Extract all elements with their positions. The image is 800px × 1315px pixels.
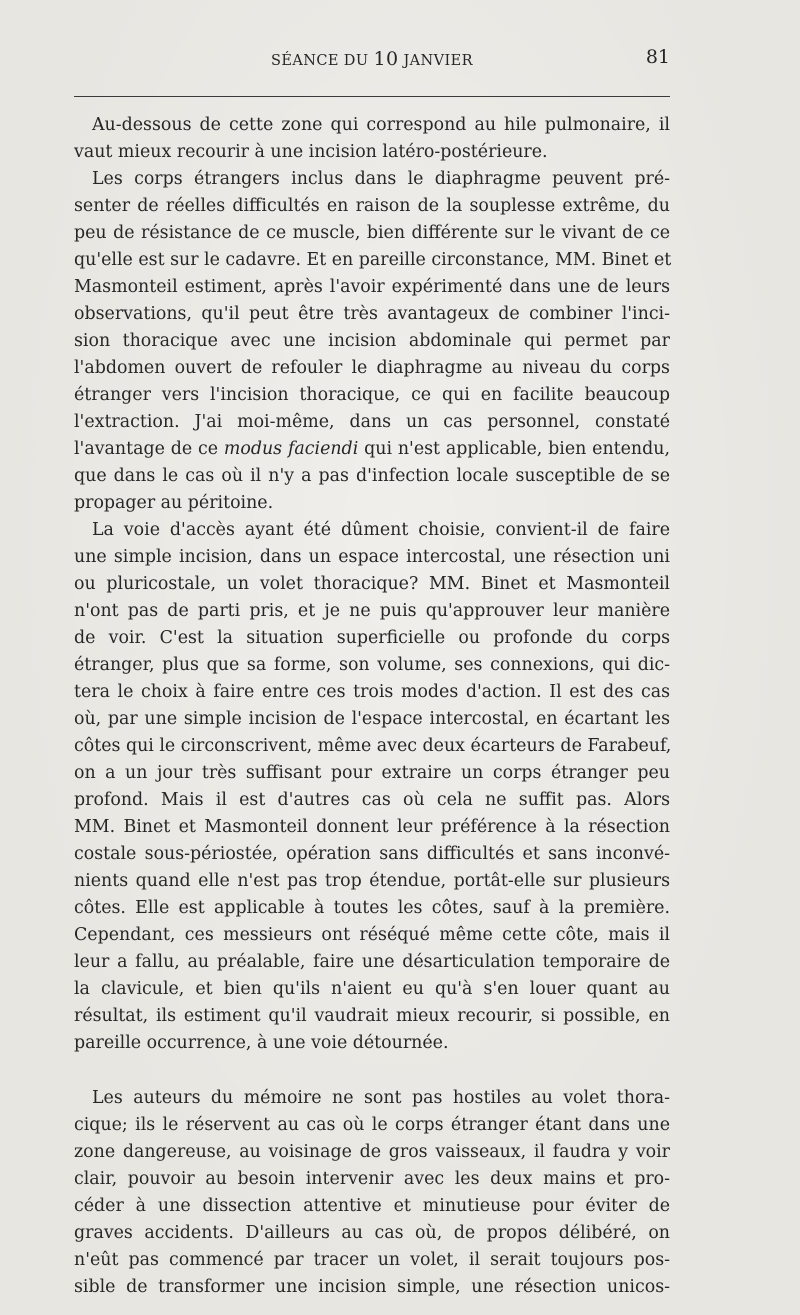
text-line: vaut mieux recourir à une incision latéro-postérieure.	[74, 142, 548, 162]
text-line: nients quand elle n'est pas trop étendue, portât-elle sur plusieurs	[74, 871, 670, 891]
text-line: Au-dessous de cette zone qui correspond au hile pulmonaire, il	[92, 115, 670, 135]
text-line: clair, pouvoir au besoin intervenir avec les deux mains et pro-	[74, 1169, 670, 1189]
text-line: ou pluricostale, un volet thoracique? MM. Binet et Masmonteil	[74, 574, 670, 594]
text-segment: qui n'est applicable, bien entendu,	[358, 439, 670, 459]
paragraph	[74, 166, 670, 517]
text-line: cique; ils le réservent au cas où le corps étranger étant dans une	[74, 1115, 670, 1135]
text-line: l'abdomen ouvert de refouler le diaphragme au niveau du corps	[74, 358, 670, 378]
text-line: une simple incision, dans un espace intercostal, une résection uni	[74, 547, 670, 567]
body-text	[74, 112, 670, 1301]
text-line: qu'elle est sur le cadavre. Et en pareille circonstance, MM. Binet et	[74, 250, 672, 270]
text-line: sion thoracique avec une incision abdominale qui permet par	[74, 331, 670, 351]
text-line	[74, 436, 670, 463]
text-line: MM. Binet et Masmonteil donnent leur préférence à la résection	[74, 817, 670, 837]
text-line: Les corps étrangers inclus dans le diaphragme peuvent pré-	[92, 169, 670, 189]
text-line: que dans le cas où il n'y a pas d'infection locale susceptible de se	[74, 466, 670, 486]
header-rule	[74, 96, 670, 97]
page-number: 81	[645, 46, 670, 68]
text-line: costale sous-périostée, opération sans difficultés et sans inconvé-	[74, 844, 670, 864]
text-line: côtes qui le circonscrivent, même avec deux écarteurs de Farabeuf,	[74, 736, 672, 756]
text-line: Masmonteil estiment, après l'avoir expérimenté dans une de leurs	[74, 277, 670, 297]
paragraph	[74, 517, 670, 1057]
text-line: observations, qu'il peut être très avantageux de combiner l'inci-	[74, 304, 670, 324]
text-line: l'extraction. J'ai moi-même, dans un cas personnel, constaté	[74, 412, 670, 432]
italic-phrase: modus faciendi	[223, 439, 359, 459]
text-line: Les auteurs du mémoire ne sont pas hostiles au volet thora-	[92, 1088, 670, 1108]
text-line: zone dangereuse, au voisinage de gros vaisseaux, il faudra y voir	[74, 1142, 670, 1162]
text-line: leur a fallu, au préalable, faire une désarticulation temporaire de	[74, 952, 670, 972]
running-title-date: 10	[373, 48, 399, 70]
paragraph	[74, 112, 670, 166]
text-line: on a un jour très suffisant pour extraire un corps étranger peu	[74, 763, 670, 783]
text-line: la clavicule, et bien qu'ils n'aient eu qu'à s'en louer quant au	[74, 979, 670, 999]
text-segment: l'avantage de ce	[74, 439, 224, 459]
text-line: de voir. C'est la situation superficielle ou profonde du corps	[74, 628, 670, 648]
text-line: tera le choix à faire entre ces trois modes d'action. Il est des cas	[74, 682, 670, 702]
text-line: céder à une dissection attentive et minutieuse pour éviter de	[74, 1196, 670, 1216]
paragraph	[74, 1085, 670, 1301]
text-line: La voie d'accès ayant été dûment choisie, convient-il de faire	[92, 520, 670, 540]
running-title	[74, 48, 670, 70]
text-line: résultat, ils estiment qu'il vaudrait mieux recourir, si possible, en	[74, 1006, 670, 1026]
text-line: profond. Mais il est d'autres cas où cela ne suffit pas. Alors	[74, 790, 670, 810]
text-line: où, par une simple incision de l'espace intercostal, en écartant les	[74, 709, 670, 729]
page-header	[74, 48, 670, 78]
running-title-month: JANVIER	[398, 53, 473, 69]
text-line: pareille occurrence, à une voie détournée.	[74, 1033, 449, 1053]
text-line: Cependant, ces messieurs ont réséqué même cette côte, mais il	[74, 925, 670, 945]
text-line: propager au péritoine.	[74, 493, 274, 513]
text-line: n'eût pas commencé par tracer un volet, il serait toujours pos-	[74, 1250, 670, 1270]
text-line: n'ont pas de parti pris, et je ne puis qu'approuver leur manière	[74, 601, 670, 621]
text-line: senter de réelles difficultés en raison de la souplesse extrême, du	[74, 196, 670, 216]
paragraph-spacer	[74, 1057, 670, 1085]
text-line: étranger vers l'incision thoracique, ce qui en facilite beaucoup	[74, 385, 670, 405]
text-line: sible de transformer une incision simple, une résection unicos-	[74, 1277, 670, 1297]
running-title-part: SÉANCE DU	[271, 53, 374, 69]
text-line: graves accidents. D'ailleurs au cas où, de propos délibéré, on	[74, 1223, 670, 1243]
text-line: côtes. Elle est applicable à toutes les côtes, sauf à la première.	[74, 898, 670, 918]
text-line: peu de résistance de ce muscle, bien différente sur le vivant de ce	[74, 223, 670, 243]
text-line: étranger, plus que sa forme, son volume, ses connexions, qui dic-	[74, 655, 670, 675]
